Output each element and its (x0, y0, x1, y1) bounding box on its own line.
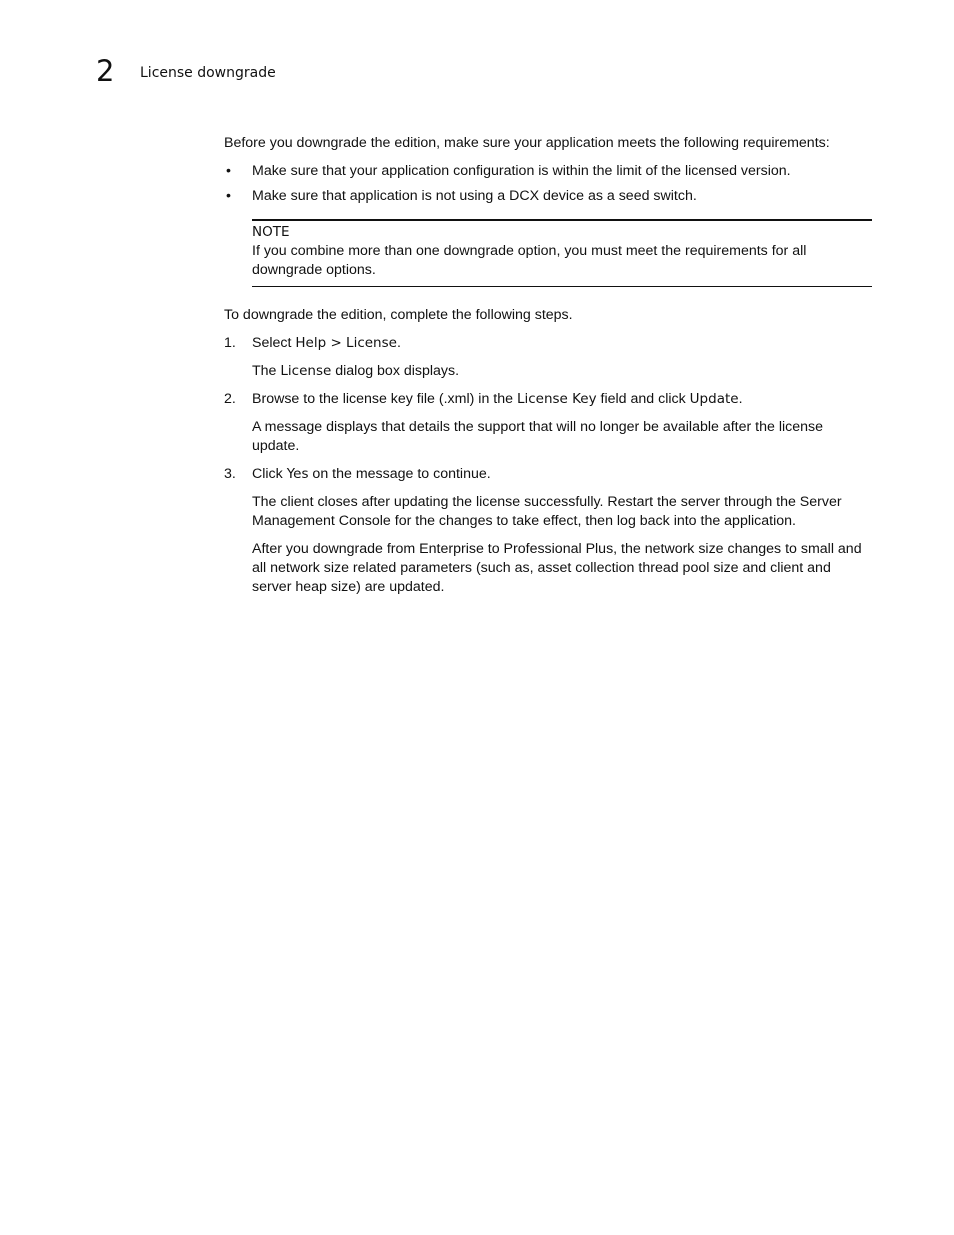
step-number: 3. (224, 466, 236, 482)
step-item (224, 390, 872, 456)
step-result (252, 362, 872, 381)
ui-label: Update (689, 391, 739, 407)
ui-label: Help > License (295, 335, 397, 351)
step-text (252, 334, 872, 353)
list-item-text: Make sure that application is not using a DCX device as a seed switch. (252, 188, 697, 204)
running-title: License downgrade (140, 65, 276, 81)
note-text: If you combine more than one downgrade option, you must meet the requirements for all downgrade options. (252, 243, 807, 278)
step-text-part: Browse to the license key file (.xml) in the (252, 391, 517, 407)
list-item (224, 187, 872, 206)
bullet-icon: • (226, 163, 231, 179)
body-content (224, 134, 872, 606)
step-text (252, 390, 872, 409)
step-text-part: on the message to continue. (308, 466, 491, 482)
step-text-part: Select (252, 335, 296, 351)
step-item (224, 465, 872, 597)
step-text-part: The (252, 363, 281, 379)
chapter-number: 2 (96, 54, 115, 88)
step-text-part: Click (252, 466, 287, 482)
step-number: 2. (224, 391, 236, 407)
note-box (252, 219, 872, 287)
bullet-icon: • (226, 188, 231, 204)
step-number: 1. (224, 335, 236, 351)
step-result: After you downgrade from Enterprise to Professional Plus, the network size changes to small and all network size related parameters (such as, asset collection thread pool size and client and server heap size) are updated. (252, 541, 862, 595)
step-text-part: . (396, 335, 401, 351)
steps-list (224, 334, 872, 597)
step-item (224, 334, 872, 381)
ui-label: License Key (516, 391, 597, 407)
list-item (224, 162, 872, 181)
ui-label: Yes (286, 466, 309, 482)
step-text-part: field and click (596, 391, 690, 407)
ui-label: License (280, 363, 332, 379)
steps-intro: To downgrade the edition, complete the following steps. (224, 307, 573, 323)
step-result: A message displays that details the support that will no longer be available after the license update. (252, 419, 823, 454)
step-text-part: . (738, 391, 743, 407)
note-label: NOTE (252, 224, 290, 240)
requirements-list (224, 162, 872, 206)
intro-paragraph: Before you downgrade the edition, make sure your application meets the following requirements: (224, 135, 830, 151)
step-result: The client closes after updating the license successfully. Restart the server through the Server Management Console for the changes to take effect, then log back into the application. (252, 494, 842, 529)
step-text-part: dialog box displays. (331, 363, 460, 379)
list-item-text: Make sure that your application configuration is within the limit of the licensed version. (252, 163, 791, 179)
step-text (252, 465, 872, 484)
